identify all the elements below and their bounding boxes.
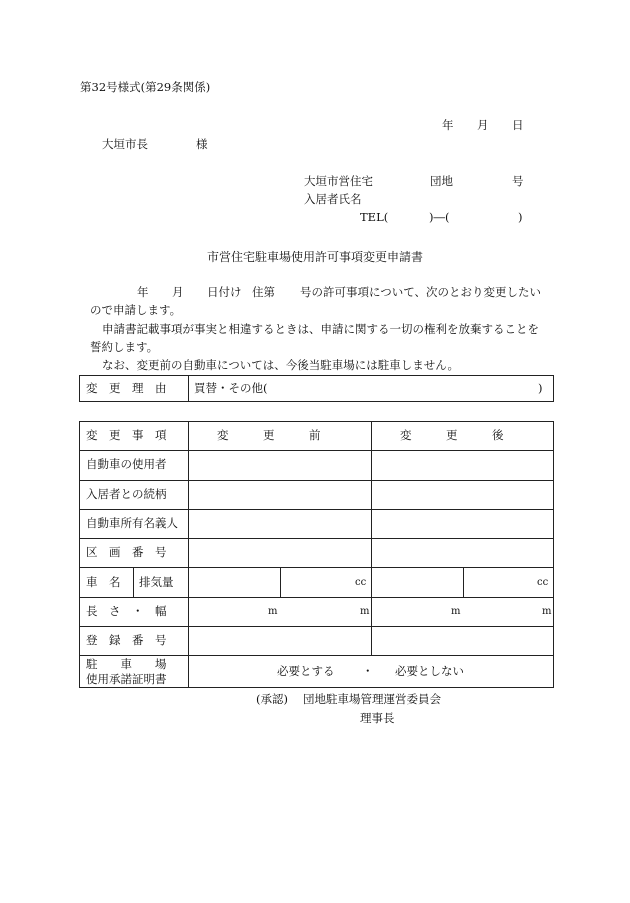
cc-unit-after: cc	[537, 577, 549, 588]
address-label: 大垣市営住宅	[304, 174, 373, 188]
row-label-registration: 登 録 番 号	[86, 633, 167, 647]
m-unit-after-length: m	[451, 606, 461, 617]
approval-chairman: 理事長	[360, 711, 395, 725]
date-year: 年	[442, 118, 454, 132]
body-day: 日付け	[207, 285, 242, 299]
addressee-honorific: 様	[196, 137, 208, 151]
form-number: 第32号様式(第29条関係)	[80, 80, 211, 94]
parking-dot: ・	[362, 664, 374, 678]
approval-committee: 団地駐車場管理運営委員会	[303, 692, 441, 706]
reason-label: 変 更 理 由	[86, 381, 167, 395]
row-line	[79, 509, 554, 510]
row-line	[79, 450, 554, 451]
row-line	[79, 655, 554, 656]
row-label-relationship: 入居者との続柄	[86, 487, 167, 501]
m-unit-before-width: m	[360, 606, 370, 617]
number-label: 号	[512, 174, 524, 188]
m-unit-before-length: m	[268, 606, 278, 617]
reason-divider	[188, 375, 189, 402]
row-line	[79, 567, 554, 568]
tel-separator: )―(	[429, 210, 450, 224]
body-line1: 号の許可事項について、次のとおり変更したい	[300, 285, 542, 299]
m-unit-after-width: m	[542, 606, 552, 617]
row-label-car-name: 車 名	[86, 575, 121, 589]
body-line3: 申請書記載事項が事実と相違するときは、申請に関する一切の権利を放棄することを	[102, 322, 539, 336]
body-month: 月	[172, 285, 184, 299]
document-title: 市営住宅駐車場使用許可事項変更申請書	[207, 250, 424, 264]
body-num-prefix: 住第	[252, 285, 275, 299]
row-label-displacement: 排気量	[139, 575, 174, 589]
row-label-parking-2: 使用承諾証明書	[86, 672, 167, 686]
body-line4: 誓約します。	[90, 340, 159, 354]
danchi-label: 団地	[430, 174, 453, 188]
car-name-divider	[133, 567, 134, 597]
row-label-parking-1: 駐 車 場	[86, 657, 167, 671]
tel-label: TEL(	[360, 210, 389, 224]
date-day: 日	[512, 118, 524, 132]
date-month: 月	[477, 118, 489, 132]
header-after: 変 更 後	[400, 428, 504, 442]
header-before: 変 更 前	[217, 428, 321, 442]
body-year: 年	[137, 285, 149, 299]
row-label-size: 長 さ ・ 幅	[86, 604, 167, 618]
parking-required: 必要とする	[277, 664, 335, 678]
label-column-divider	[188, 421, 189, 688]
row-label-section: 区 画 番 号	[86, 545, 167, 559]
cc-unit-before: cc	[355, 577, 367, 588]
cc-after-divider	[463, 567, 464, 597]
header-item: 変 更 事 項	[86, 428, 167, 442]
body-line5: なお、変更前の自動車については、今後当駐車場には駐車しません。	[102, 358, 459, 372]
cc-before-divider	[280, 567, 281, 597]
row-line	[79, 597, 554, 598]
row-label-user: 自動車の使用者	[86, 457, 167, 471]
before-after-divider	[371, 421, 372, 655]
approval-label: (承認)	[256, 692, 288, 706]
row-line	[79, 538, 554, 539]
reason-value-prefix: 買替・その他(	[194, 381, 268, 395]
addressee-name: 大垣市長	[102, 137, 148, 151]
resident-name-label: 入居者氏名	[304, 192, 362, 206]
row-label-owner: 自動車所有名義人	[86, 516, 178, 530]
reason-value-suffix: )	[538, 381, 543, 395]
tel-end: )	[518, 210, 523, 224]
parking-not-required: 必要としない	[395, 664, 464, 678]
body-line2: ので申請します。	[90, 303, 182, 317]
row-line	[79, 480, 554, 481]
row-line	[79, 626, 554, 627]
